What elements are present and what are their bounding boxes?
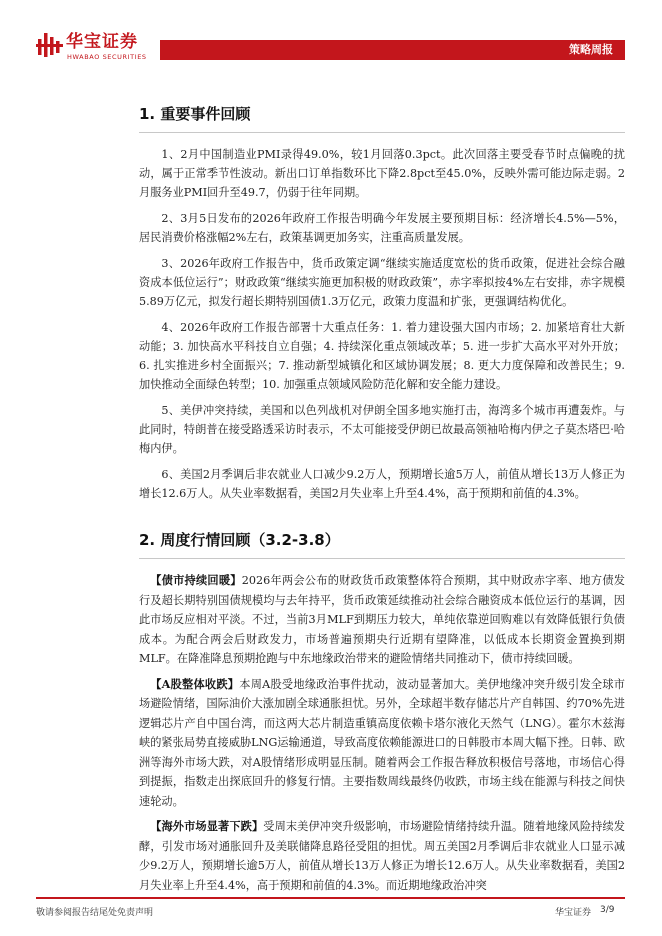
logo-english-name: HWABAO SECURITIES (67, 53, 147, 61)
logo-chinese-name: 华宝证券 (66, 32, 138, 52)
market-paragraph-a-share (139, 675, 625, 812)
page-number: 3/9 (600, 905, 615, 915)
section-title-market-review: 2. 周度行情回顾（3.2-3.8） (139, 530, 625, 559)
event-paragraph-2: 2、3月5日发布的2026年政府工作报告明确今年发展主要预期目标：经济增长4.5%—5%，居民消费价格涨幅2%左右，政策基调更加务实，注重高质量发展。 (139, 212, 625, 244)
main-content (139, 104, 625, 901)
event-paragraph-3: 3、2026年政府工作报告中，货币政策定调“继续实施适度宽松的货币政策，促进社会综合融资成本低位运行”；财政政策“继续实施更加积极的财政政策”，赤字率拟按4%左右安排，赤字规模5.89万亿元，拟发行超长期特别国债1.3万亿元，政策力度温和扩张，更强调结构优化。 (139, 257, 625, 308)
report-type-label: 策略周报 (569, 43, 613, 56)
market-paragraph-bond (139, 571, 625, 669)
paragraph-body: 2026年两会公布的财政货币政策整体符合预期，其中财政赤字率、地方债发行及超长期特别国债规模均与去年持平，货币政策延续推动社会综合融资成本低位运行的基调，因此市场反应相对平淡。不过，当前3月MLF到期压力较大，单纯依靠逆回购难以有效降低银行负债成本。为配合两会后财政发力，市场普遍预期央行近期有望降准，以低成本长期资金置换到期MLF。在降准降息预期抢跑与中东地缘政治带来的避险情绪共同推动下，债市持续回暖。 (139, 574, 625, 665)
hwabao-logo-icon (36, 31, 66, 59)
paragraph-heading: 【海外市场显著下跌】 (150, 819, 264, 833)
footer-disclaimer: 敬请参阅报告结尾处免责声明 (36, 908, 154, 918)
footer-brand: 华宝证券 (555, 908, 592, 918)
event-paragraph-6: 6、美国2月季调后非农就业人口减少9.2万人，预期增长逾5万人，前值从增长13万人修正为增长12.6万人。从失业率数据看，美国2月失业率上升至4.4%，高于预期和前值的4.3%。 (139, 468, 625, 500)
paragraph-heading: 【A股整体收跌】 (150, 676, 240, 691)
page-header (0, 0, 662, 72)
company-logo (36, 30, 166, 64)
section-spacer (139, 510, 625, 530)
section-title-events: 1. 重要事件回顾 (139, 104, 625, 133)
paragraph-body: 受周末美伊冲突升级影响，市场避险情绪持续升温。随着地缘风险持续发酵，引发市场对通胀回升及美联储降息路径受阻的担忧。周五美国2月季调后非农就业人口显示减少9.2万人，预期增长逾5万人，前值从增长13万人修正为增长12.6万人。从失业率数据看，美国2月失业率上升至4.4%，高于预期和前值的4.3%。而近期地缘政治冲突 (139, 820, 625, 892)
event-paragraph-4: 4、2026年政府工作报告部署十大重点任务：1. 着力建设强大国内市场；2. 加紧培育壮大新动能；3. 加快高水平科技自立自强；4. 持续深化重点领域改革；5. 进一步扩大高水平对外开放；6. 扎实推进乡村全面振兴；7. 推动新型城镇化和区域协调发展；8. 更大力度保障和改善民生；9. 加快推动全面绿色转型；10. 加强重点领域风险防范化解和安全能力建设。 (139, 321, 625, 391)
footer-divider (36, 897, 625, 899)
event-paragraph-1: 1、2月中国制造业PMI录得49.0%，较1月回落0.3pct。此次回落主要受春节时点偏晚的扰动，属于正常季节性波动。新出口订单指数环比下降2.8pct至45.0%，反映外需可能边际走弱。2月服务业PMI回升至49.7，仍弱于往年同期。 (139, 148, 625, 199)
market-paragraph-overseas (139, 817, 625, 895)
event-paragraph-5: 5、美伊冲突持续，美国和以色列战机对伊朗全国多地实施打击，海湾多个城市再遭轰炸。与此同时，特朗普在接受路透采访时表示，不太可能接受伊朗已故最高领袖哈梅内伊之子莫杰塔巴·哈梅内伊。 (139, 404, 625, 455)
paragraph-heading: 【债市持续回暖】 (150, 573, 242, 587)
paragraph-body: 本周A股受地缘政治事件扰动，波动显著加大。美伊地缘冲突升级引发全球市场避险情绪，国际油价大涨加剧全球通胀担忧。另外，全球超半数存储芯片产自韩国、约70%先进逻辑芯片产自中国台湾，而这两大芯片制造重镇高度依赖卡塔尔液化天然气（LNG）。霍尔木兹海峡的紧张局势直接威胁LNG运输通道，导致高度依赖能源进口的日韩股市本周大幅下挫。日韩、欧洲等海外市场大跌，对A股情绪形成明显压制。随着两会工作报告释放积极信号落地，市场信心得到提振，指数走出探底回升的修复行情。主要指数周线最终仍收跌，市场主线在能源与科技之间快速轮动。 (139, 677, 625, 808)
header-bar (160, 40, 625, 60)
